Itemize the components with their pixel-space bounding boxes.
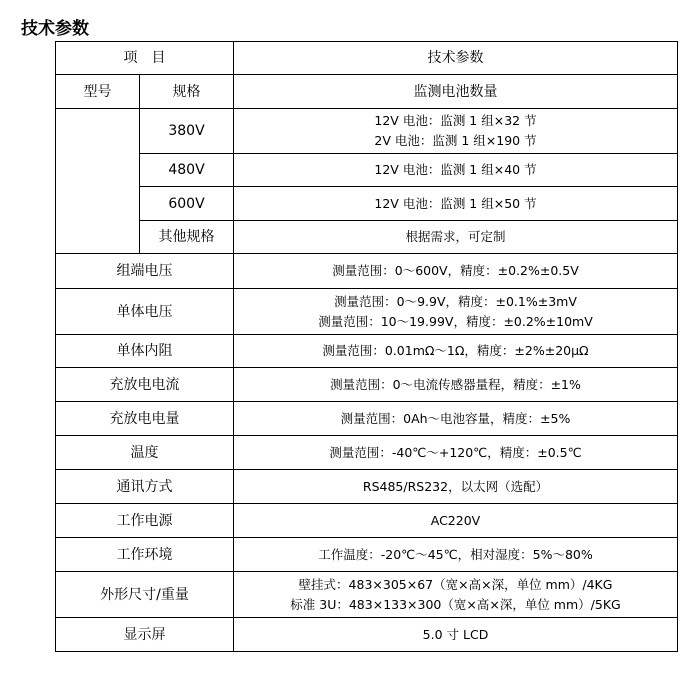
param-label-cell: 充放电电流 bbox=[56, 368, 234, 402]
battery-count-label-cell: 监测电池数量 bbox=[234, 75, 678, 109]
header-params-cell: 技术参数 bbox=[234, 42, 678, 75]
param-value-line: 壁挂式：483×305×67（宽×高×深，单位 mm）/4KG bbox=[298, 576, 613, 592]
param-row bbox=[56, 402, 678, 436]
param-value-cell: 测量范围：0Ah～电池容量，精度：±5% bbox=[234, 402, 678, 436]
spec-value-cell: 12V 电池：监测 1 组×50 节 bbox=[234, 187, 678, 221]
param-label-cell: 单体内阻 bbox=[56, 335, 234, 368]
spec-table bbox=[55, 41, 678, 652]
param-value-line: 测量范围：0～9.9V，精度：±0.1%±3mV bbox=[334, 293, 577, 309]
param-value-cell: 测量范围：0～600V，精度：±0.2%±0.5V bbox=[234, 254, 678, 289]
param-value-cell bbox=[234, 289, 678, 335]
spec-row bbox=[56, 221, 678, 254]
param-row bbox=[56, 538, 678, 572]
spec-row bbox=[56, 109, 678, 154]
param-row bbox=[56, 436, 678, 470]
param-row bbox=[56, 470, 678, 504]
spec-value-cell bbox=[234, 109, 678, 154]
spec-label-cell: 规格 bbox=[140, 75, 234, 109]
param-row bbox=[56, 618, 678, 652]
page-heading: 技术参数 bbox=[21, 19, 89, 39]
param-row bbox=[56, 572, 678, 618]
spec-name-cell: 480V bbox=[140, 154, 234, 187]
table-header-row bbox=[56, 42, 678, 75]
param-row bbox=[56, 368, 678, 402]
model-row bbox=[56, 75, 678, 109]
spec-name-cell: 380V bbox=[140, 109, 234, 154]
param-label-cell: 充放电电量 bbox=[56, 402, 234, 436]
model-label-cell: 型号 bbox=[56, 75, 140, 109]
spec-name-cell: 其他规格 bbox=[140, 221, 234, 254]
spec-value-cell: 12V 电池：监测 1 组×40 节 bbox=[234, 154, 678, 187]
param-label-cell: 外形尺寸/重量 bbox=[56, 572, 234, 618]
spec-value-line: 2V 电池：监测 1 组×190 节 bbox=[374, 133, 537, 148]
param-value-cell: 测量范围：0～电流传感器量程，精度：±1% bbox=[234, 368, 678, 402]
param-label-cell: 工作电源 bbox=[56, 504, 234, 538]
param-value-line: 标准 3U：483×133×300（宽×高×深，单位 mm）/5KG bbox=[290, 596, 621, 612]
spec-value-cell: 根据需求，可定制 bbox=[234, 221, 678, 254]
param-row bbox=[56, 335, 678, 368]
param-value-cell: RS485/RS232，以太网（选配） bbox=[234, 470, 678, 504]
param-row bbox=[56, 504, 678, 538]
param-row bbox=[56, 254, 678, 289]
param-value-line: 测量范围：10～19.99V，精度：±0.2%±10mV bbox=[318, 313, 593, 329]
param-value-cell: 工作温度：-20℃～45℃，相对湿度：5%～80% bbox=[234, 538, 678, 572]
param-label-cell: 工作环境 bbox=[56, 538, 234, 572]
param-label-cell: 显示屏 bbox=[56, 618, 234, 652]
param-label-cell: 单体电压 bbox=[56, 289, 234, 335]
param-label-cell: 温度 bbox=[56, 436, 234, 470]
param-value-cell: 测量范围：-40℃～+120℃，精度：±0.5℃ bbox=[234, 436, 678, 470]
spec-row bbox=[56, 154, 678, 187]
spec-value-line: 12V 电池：监测 1 组×32 节 bbox=[374, 113, 537, 128]
header-item-cell: 项 目 bbox=[56, 42, 234, 75]
param-value-cell: 5.0 寸 LCD bbox=[234, 618, 678, 652]
model-empty-cell bbox=[56, 109, 140, 254]
param-value-cell: 测量范围：0.01mΩ～1Ω，精度：±2%±20μΩ bbox=[234, 335, 678, 368]
param-value-cell bbox=[234, 572, 678, 618]
param-label-cell: 组端电压 bbox=[56, 254, 234, 289]
spec-row bbox=[56, 187, 678, 221]
param-row bbox=[56, 289, 678, 335]
param-value-cell: AC220V bbox=[234, 504, 678, 538]
spec-name-cell: 600V bbox=[140, 187, 234, 221]
param-label-cell: 通讯方式 bbox=[56, 470, 234, 504]
